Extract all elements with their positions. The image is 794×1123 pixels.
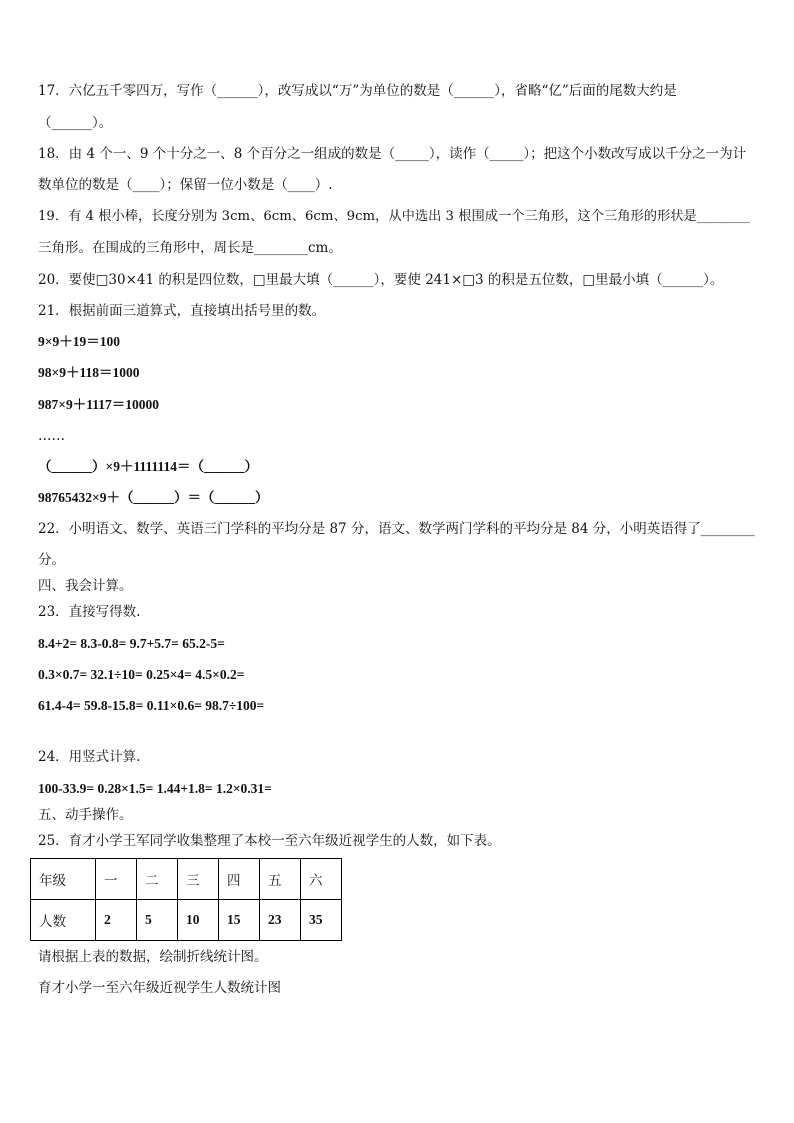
table-row-count: [31, 900, 342, 941]
q25-instruction: 请根据上表的数据，绘制折线统计图。: [38, 949, 268, 965]
table-cell-grade: 一: [96, 859, 137, 900]
table-cell-grade: 三: [178, 859, 219, 900]
question-19-line-1: 19．有 4 根小棒，长度分别为 3cm、6cm、6cm、9cm，从中选出 3 根围成一个三角形，这个三角形的形状是________: [38, 209, 750, 224]
table-cell-count: 2: [96, 900, 137, 941]
q25-chart-title: 育才小学一至六年级近视学生人数统计图: [38, 980, 281, 996]
question-17-line-1: 17．六亿五千零四万，写作（______），改写成以“万”为单位的数是（______），省略“亿”后面的尾数大约是: [38, 83, 677, 99]
question-18-line-1: 18．由 4 个一、9 个十分之一、8 个百分之一组成的数是（_____），读作（_____）；把这个小数改写成以千分之一为计: [38, 146, 747, 162]
q21-equation-1: 9×9＋19＝100: [38, 334, 120, 349]
table-cell-count: 15: [219, 900, 260, 941]
myopia-data-table: [30, 858, 342, 941]
q21-equation-3: 987×9＋1117＝10000: [38, 397, 159, 412]
q23-row-3: 61.4-4= 59.8-15.8= 0.11×0.6= 98.7÷100=: [38, 698, 265, 713]
q21-ellipsis: ……: [38, 428, 65, 444]
table-cell-grade: 六: [301, 859, 342, 900]
question-21: 21．根据前面三道算式，直接填出括号里的数。: [38, 303, 326, 319]
question-24: 24．用竖式计算.: [38, 749, 141, 765]
q21-equation-5: 98765432×9＋（______）＝（______）: [38, 490, 269, 505]
question-20: 20．要使□30×41 的积是四位数，□里最大填（______），要使 241×□3 的积是五位数，□里最小填（______）。: [38, 272, 724, 288]
table-cell-grade: 五: [260, 859, 301, 900]
table-header-count: 人数: [31, 900, 96, 941]
table-header-grade: 年级: [31, 859, 96, 900]
question-22-line-1: 22．小明语文、数学、英语三门学科的平均分是 87 分，语文、数学两门学科的平均分是 84 分，小明英语得了________: [38, 521, 755, 537]
q24-row-1: 100-33.9= 0.28×1.5= 1.44+1.8= 1.2×0.31=: [38, 781, 272, 796]
section-5-heading: 五、动手操作。: [38, 807, 133, 823]
table-cell-count: 23: [260, 900, 301, 941]
table-cell-count: 10: [178, 900, 219, 941]
question-25: 25．育才小学王军同学收集整理了本校一至六年级近视学生的人数，如下表。: [38, 833, 501, 849]
section-4-heading: 四、我会计算。: [38, 578, 133, 594]
table-cell-count: 5: [137, 900, 178, 941]
table-cell-grade: 四: [219, 859, 260, 900]
question-17-line-2: （______）。: [38, 115, 113, 131]
q23-row-1: 8.4+2= 8.3-0.8= 9.7+5.7= 65.2-5=: [38, 636, 225, 651]
q21-equation-2: 98×9＋118＝1000: [38, 365, 140, 380]
q23-row-2: 0.3×0.7= 32.1÷10= 0.25×4= 4.5×0.2=: [38, 667, 245, 682]
question-18-line-2: 数单位的数是（____）；保留一位小数是（____）.: [38, 177, 333, 193]
table-row-grade: [31, 859, 342, 900]
table-cell-count: 35: [301, 900, 342, 941]
question-22-line-2: 分。: [38, 552, 65, 568]
q21-equation-4: （______）×9＋1111114＝（______）: [38, 459, 258, 474]
question-19-line-2: 三角形。在围成的三角形中，周长是________cm。: [38, 240, 342, 256]
question-23: 23．直接写得数.: [38, 604, 141, 620]
table-cell-grade: 二: [137, 859, 178, 900]
